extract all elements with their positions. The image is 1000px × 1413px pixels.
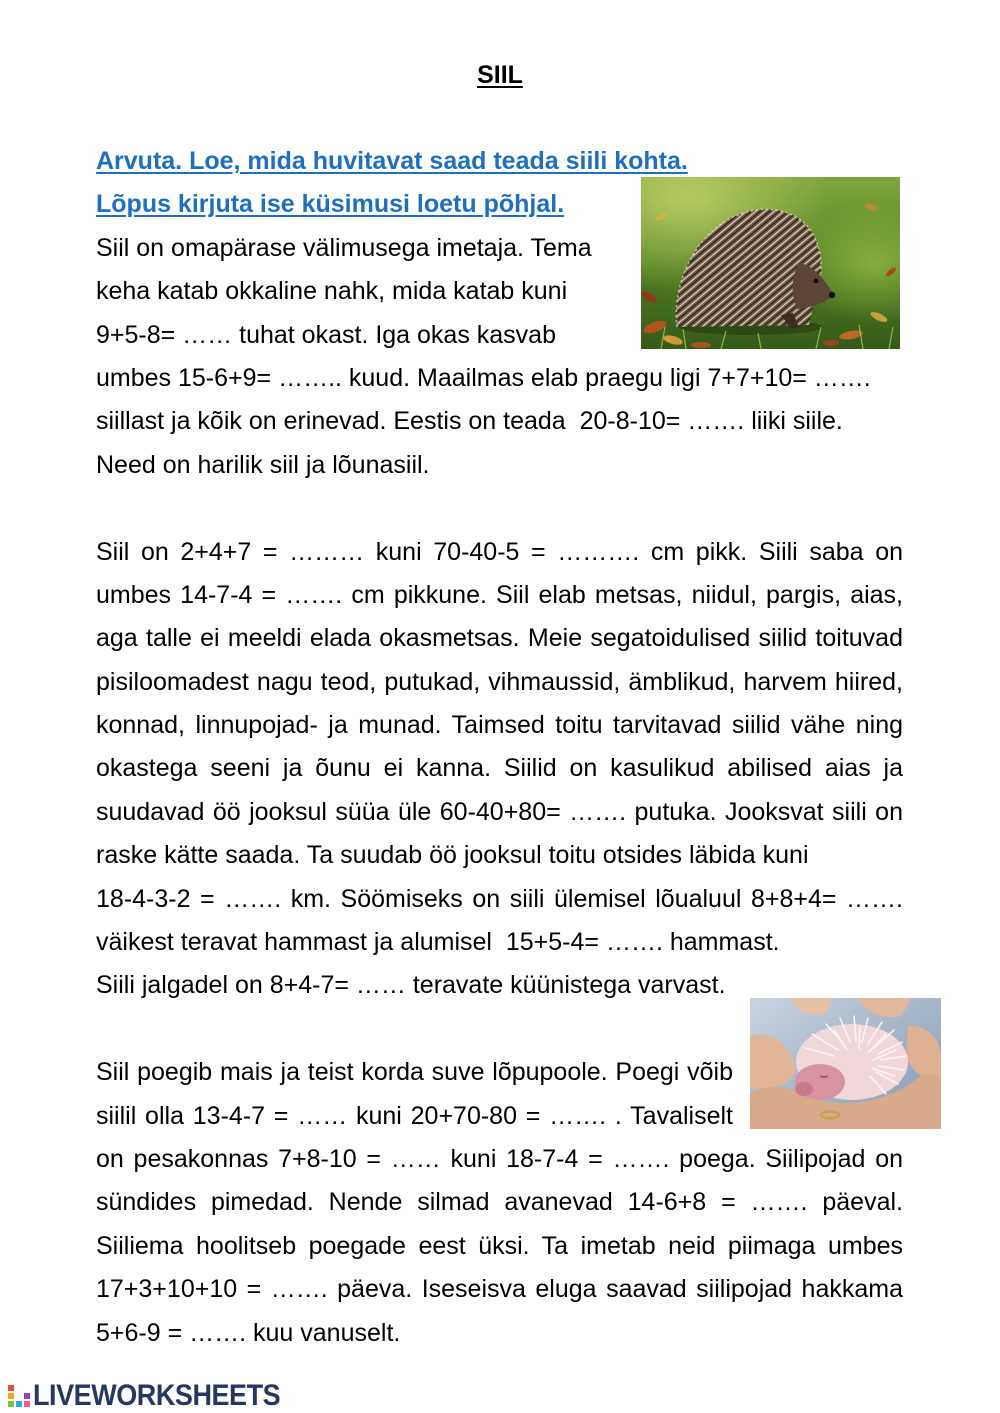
- hedgehog-photo: [641, 177, 900, 349]
- baby-hedgehog-photo: [750, 998, 941, 1129]
- text-line: siillast ja kõik on erinevad. Eestis on teada 20-8-10= ……. liiki siile.: [96, 407, 843, 436]
- text-line: siilil olla 13-4-7 = …… kuni 20+70-80 = ……. . Tavaliselt: [96, 1101, 733, 1130]
- text-line: Siil poegib mais ja teist korda suve lõpupoole. Poegi võib: [96, 1058, 733, 1087]
- baby-hedgehog-snout: [795, 1082, 813, 1096]
- hedgehog-eye: [814, 279, 819, 284]
- text-line: okastega seeni ja õunu ei kanna. Siilid on kasulikud abilised aias ja: [96, 754, 903, 783]
- instruction-line: Lõpus kirjuta ise küsimusi loetu põhjal.: [96, 190, 565, 219]
- logo-wordmark: LIVEWORKSHEETS: [33, 1379, 281, 1412]
- text-line: Siil on omapärase välimusega imetaja. Tema: [96, 233, 592, 262]
- instruction-line: Arvuta. Loe, mida huvitavat saad teada siili kohta.: [96, 147, 688, 175]
- worksheet-title: SIIL: [477, 61, 523, 89]
- text-line: aga talle ei meeldi elada okasmetsas. Meie segatoidulised siilid toituvad: [96, 624, 903, 653]
- paragraph-2: [96, 531, 903, 1008]
- text-line: Siili jalgadel on 8+4-7= …… teravate küünistega varvast.: [96, 971, 726, 1000]
- text-line: konnad, linnupojad- ja munad. Taimsed toitu tarvitavad siilid vähe ning: [96, 711, 903, 740]
- text-line: pisiloomadest nagu teod, putukad, vihmaussid, ämblikud, harvem hiired,: [96, 667, 903, 696]
- text-line: 17+3+10+10 = ……. päeva. Iseseisva eluga saavad siilipojad hakkama: [96, 1275, 903, 1304]
- text-line: raske kätte saada. Ta suudab öö jooksul toitu otsides läbida kuni: [96, 841, 809, 870]
- text-line: Siil on 2+4+7 = ……… kuni 70-40-5 = ………. cm pikk. Siili saba on: [96, 537, 903, 566]
- text-line: umbes 14-7-4 = ……. cm pikkune. Siil elab metsas, niidul, pargis, aias,: [96, 580, 903, 609]
- text-line: Need on harilik siil ja lõunasiil.: [96, 450, 430, 479]
- liveworksheets-logo[interactable]: [8, 1379, 308, 1412]
- hedgehog-nose: [829, 292, 835, 298]
- text-line: umbes 15-6+9= …….. kuud. Maailmas elab praegu ligi 7+7+10= …….: [96, 363, 871, 392]
- text-line: 5+6-9 = ……. kuu vanuselt.: [96, 1318, 401, 1347]
- text-line: keha katab okkaline nahk, mida katab kuni: [96, 277, 568, 306]
- liveworksheets-logo-icon: [8, 1385, 30, 1407]
- paragraph-spacer: [96, 487, 903, 530]
- text-line: 9+5-8= …… tuhat okast. Iga okas kasvab: [96, 320, 556, 349]
- text-line: väikest teravat hammast ja alumisel 15+5-4= ……. hammast.: [96, 928, 780, 957]
- text-line: on pesakonnas 7+8-10 = …… kuni 18-7-4 = ……. poega. Siilipojad on: [96, 1144, 903, 1173]
- text-line: sündides pimedad. Nende silmad avanevad 14-6+8 = ……. päeval.: [96, 1188, 903, 1217]
- text-line: 18-4-3-2 = ……. km. Söömiseks on siili ülemisel lõualuul 8+8+4= …….: [96, 884, 903, 913]
- text-line: Siiliema hoolitseb poegade eest üksi. Ta imetab neid piimaga umbes: [96, 1231, 903, 1260]
- text-line: suudavad öö jooksul süüa üle 60-40+80= ……. putuka. Jooksvat siili on: [96, 797, 903, 826]
